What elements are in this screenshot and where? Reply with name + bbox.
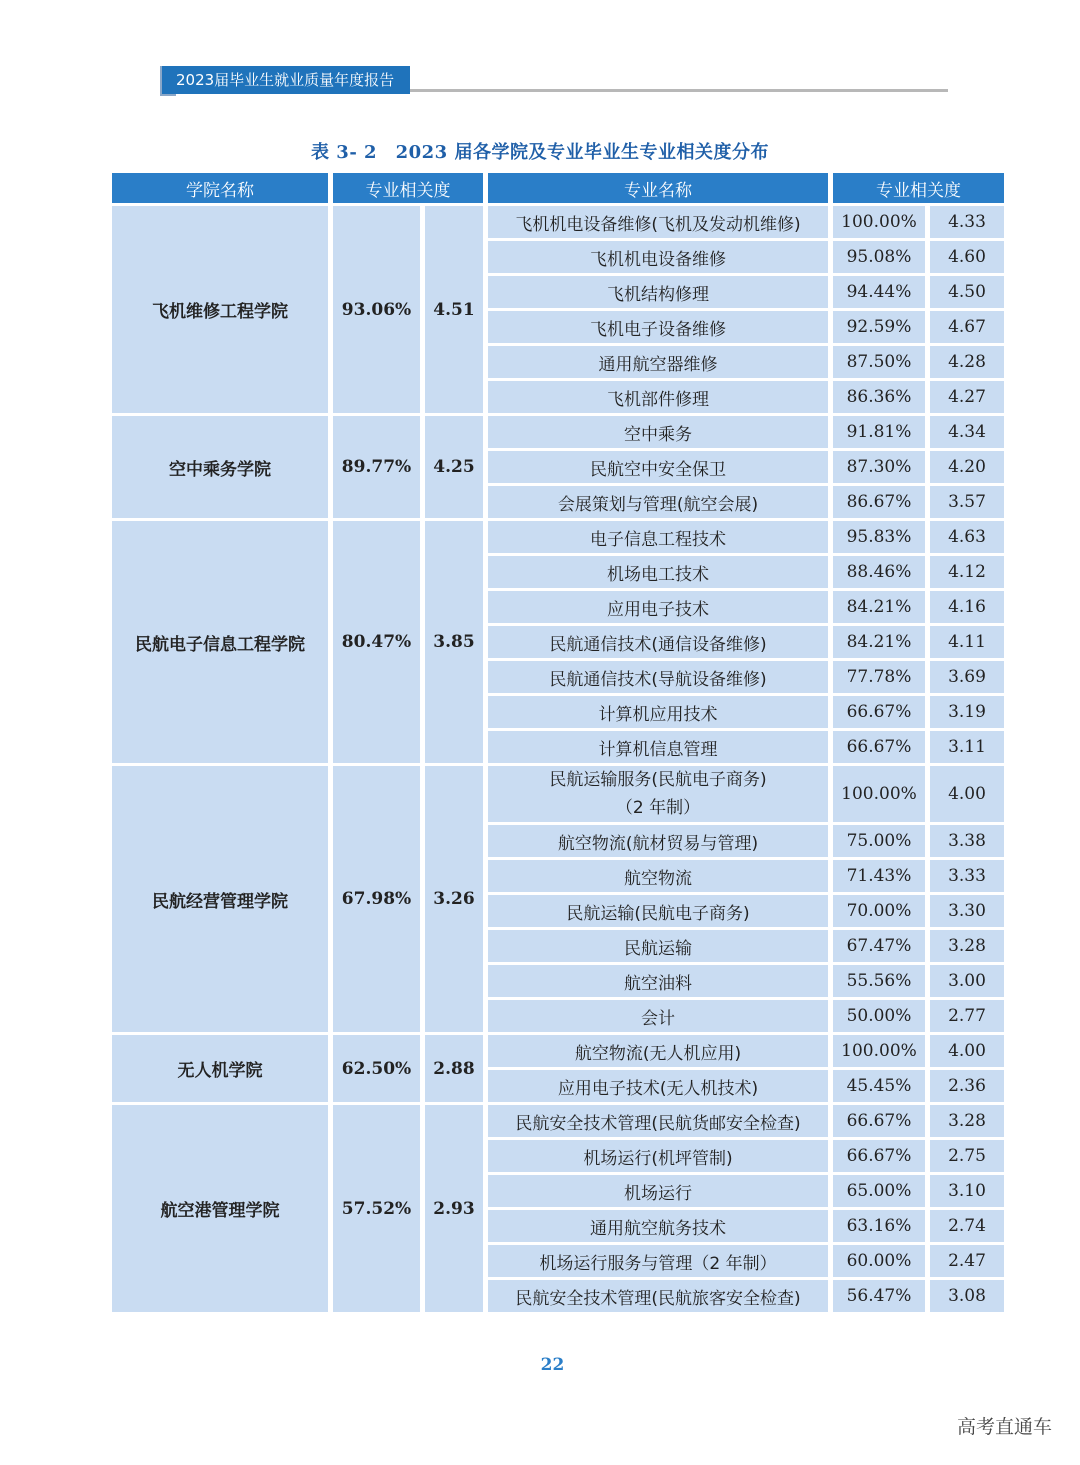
major-name-cell: 会展策划与管理(航空会展) xyxy=(488,486,828,518)
major-relevance-score-cell: 4.33 xyxy=(930,206,1004,238)
college-name-cell: 民航电子信息工程学院 xyxy=(112,521,328,763)
table-row xyxy=(112,1105,1004,1137)
major-relevance-rate-cell: 65.00% xyxy=(833,1175,925,1207)
major-relevance-rate-cell: 84.21% xyxy=(833,591,925,623)
major-relevance-rate-cell: 66.67% xyxy=(833,1105,925,1137)
major-relevance-score-cell: 2.36 xyxy=(930,1070,1004,1102)
major-relevance-rate-cell: 50.00% xyxy=(833,1000,925,1032)
major-relevance-rate-cell: 66.67% xyxy=(833,696,925,728)
major-relevance-rate-cell: 91.81% xyxy=(833,416,925,448)
major-relevance-rate-cell: 95.08% xyxy=(833,241,925,273)
relevance-table xyxy=(107,170,1009,1315)
major-name-cell: 计算机应用技术 xyxy=(488,696,828,728)
major-relevance-score-cell: 4.28 xyxy=(930,346,1004,378)
college-relevance-score-cell: 3.85 xyxy=(425,521,483,763)
major-name-cell: 航空物流(无人机应用) xyxy=(488,1035,828,1067)
major-relevance-rate-cell: 55.56% xyxy=(833,965,925,997)
header-college-relevance: 专业相关度 xyxy=(333,173,483,203)
major-relevance-score-cell: 3.00 xyxy=(930,965,1004,997)
major-relevance-rate-cell: 87.30% xyxy=(833,451,925,483)
major-relevance-score-cell: 3.30 xyxy=(930,895,1004,927)
major-relevance-rate-cell: 70.00% xyxy=(833,895,925,927)
major-relevance-score-cell: 3.38 xyxy=(930,825,1004,857)
major-name-cell: 航空物流 xyxy=(488,860,828,892)
header-college-name: 学院名称 xyxy=(112,173,328,203)
major-relevance-rate-cell: 86.36% xyxy=(833,381,925,413)
college-name-cell: 民航经营管理学院 xyxy=(112,766,328,1032)
header-corner-decoration xyxy=(160,66,176,96)
major-relevance-rate-cell: 84.21% xyxy=(833,626,925,658)
major-relevance-score-cell: 4.63 xyxy=(930,521,1004,553)
major-name-cell: 应用电子技术(无人机技术) xyxy=(488,1070,828,1102)
major-name-cell: 通用航空航务技术 xyxy=(488,1210,828,1242)
major-relevance-score-cell: 3.10 xyxy=(930,1175,1004,1207)
major-relevance-rate-cell: 100.00% xyxy=(833,766,925,822)
major-name-cell: 民航空中安全保卫 xyxy=(488,451,828,483)
major-relevance-score-cell: 3.11 xyxy=(930,731,1004,763)
major-relevance-rate-cell: 92.59% xyxy=(833,311,925,343)
major-relevance-score-cell: 3.57 xyxy=(930,486,1004,518)
college-relevance-score-cell: 3.26 xyxy=(425,766,483,1032)
college-name-cell: 无人机学院 xyxy=(112,1035,328,1102)
major-relevance-score-cell: 4.16 xyxy=(930,591,1004,623)
major-name-cell: 电子信息工程技术 xyxy=(488,521,828,553)
major-relevance-rate-cell: 95.83% xyxy=(833,521,925,553)
major-relevance-rate-cell: 66.67% xyxy=(833,1140,925,1172)
college-relevance-rate-cell: 89.77% xyxy=(333,416,420,518)
major-name-cell: 航空物流(航材贸易与管理) xyxy=(488,825,828,857)
major-relevance-score-cell: 2.75 xyxy=(930,1140,1004,1172)
major-name-cell: 机场运行 xyxy=(488,1175,828,1207)
major-relevance-score-cell: 4.12 xyxy=(930,556,1004,588)
major-name-cell xyxy=(488,766,828,822)
major-relevance-score-cell: 3.08 xyxy=(930,1280,1004,1312)
major-name-cell: 通用航空器维修 xyxy=(488,346,828,378)
college-relevance-score-cell: 4.51 xyxy=(425,206,483,413)
major-relevance-rate-cell: 100.00% xyxy=(833,206,925,238)
college-name-cell: 航空港管理学院 xyxy=(112,1105,328,1312)
major-relevance-score-cell: 4.00 xyxy=(930,766,1004,822)
major-relevance-score-cell: 2.77 xyxy=(930,1000,1004,1032)
major-relevance-rate-cell: 94.44% xyxy=(833,276,925,308)
major-relevance-score-cell: 3.69 xyxy=(930,661,1004,693)
major-name-cell: 机场运行(机坪管制) xyxy=(488,1140,828,1172)
major-relevance-score-cell: 3.28 xyxy=(930,930,1004,962)
major-relevance-rate-cell: 86.67% xyxy=(833,486,925,518)
major-name-cell: 民航通信技术(通信设备维修) xyxy=(488,626,828,658)
table-row xyxy=(112,206,1004,238)
college-relevance-rate-cell: 57.52% xyxy=(333,1105,420,1312)
watermark-text: 高考直通车 xyxy=(956,1416,1052,1438)
header-major-name: 专业名称 xyxy=(488,173,828,203)
major-relevance-rate-cell: 87.50% xyxy=(833,346,925,378)
major-name-cell: 航空油料 xyxy=(488,965,828,997)
major-relevance-score-cell: 4.67 xyxy=(930,311,1004,343)
major-name-line-1: 民航运输服务(民航电子商务) xyxy=(549,770,767,790)
major-relevance-score-cell: 2.74 xyxy=(930,1210,1004,1242)
major-name-cell: 民航运输(民航电子商务) xyxy=(488,895,828,927)
major-relevance-score-cell: 3.19 xyxy=(930,696,1004,728)
major-relevance-score-cell: 4.11 xyxy=(930,626,1004,658)
college-relevance-rate-cell: 67.98% xyxy=(333,766,420,1032)
major-name-cell: 飞机机电设备维修 xyxy=(488,241,828,273)
major-relevance-rate-cell: 56.47% xyxy=(833,1280,925,1312)
major-name-cell: 飞机结构修理 xyxy=(488,276,828,308)
major-relevance-rate-cell: 67.47% xyxy=(833,930,925,962)
college-relevance-rate-cell: 62.50% xyxy=(333,1035,420,1102)
major-relevance-score-cell: 4.27 xyxy=(930,381,1004,413)
major-name-cell: 机场电工技术 xyxy=(488,556,828,588)
college-name-cell: 飞机维修工程学院 xyxy=(112,206,328,413)
major-name-cell: 会计 xyxy=(488,1000,828,1032)
report-header-title: 2023届毕业生就业质量年度报告 xyxy=(160,66,410,94)
college-relevance-score-cell: 4.25 xyxy=(425,416,483,518)
major-name-cell: 飞机部件修理 xyxy=(488,381,828,413)
major-name-cell: 民航安全技术管理(民航货邮安全检查) xyxy=(488,1105,828,1137)
major-relevance-score-cell: 4.34 xyxy=(930,416,1004,448)
college-relevance-score-cell: 2.93 xyxy=(425,1105,483,1312)
college-relevance-score-cell: 2.88 xyxy=(425,1035,483,1102)
major-relevance-score-cell: 4.00 xyxy=(930,1035,1004,1067)
major-relevance-rate-cell: 66.67% xyxy=(833,731,925,763)
table-row xyxy=(112,766,1004,822)
major-relevance-score-cell: 4.60 xyxy=(930,241,1004,273)
college-name-cell: 空中乘务学院 xyxy=(112,416,328,518)
header-divider-line xyxy=(410,89,948,92)
major-relevance-rate-cell: 77.78% xyxy=(833,661,925,693)
major-relevance-rate-cell: 63.16% xyxy=(833,1210,925,1242)
major-relevance-rate-cell: 45.45% xyxy=(833,1070,925,1102)
major-relevance-rate-cell: 60.00% xyxy=(833,1245,925,1277)
table-row xyxy=(112,521,1004,553)
major-relevance-rate-cell: 100.00% xyxy=(833,1035,925,1067)
major-relevance-score-cell: 4.50 xyxy=(930,276,1004,308)
table-row xyxy=(112,416,1004,448)
major-name-cell: 民航通信技术(导航设备维修) xyxy=(488,661,828,693)
college-relevance-rate-cell: 80.47% xyxy=(333,521,420,763)
major-relevance-score-cell: 3.28 xyxy=(930,1105,1004,1137)
major-name-cell: 民航运输 xyxy=(488,930,828,962)
major-name-cell: 空中乘务 xyxy=(488,416,828,448)
major-name-cell: 飞机机电设备维修(飞机及发动机维修) xyxy=(488,206,828,238)
major-relevance-score-cell: 2.47 xyxy=(930,1245,1004,1277)
header-major-relevance: 专业相关度 xyxy=(833,173,1004,203)
major-name-cell: 机场运行服务与管理（2 年制） xyxy=(488,1245,828,1277)
table-title: 表 3- 2 2023 届各学院及专业毕业生专业相关度分布 xyxy=(311,142,769,163)
table-row xyxy=(112,1035,1004,1067)
major-name-line-2: （2 年制） xyxy=(615,798,701,818)
major-relevance-rate-cell: 71.43% xyxy=(833,860,925,892)
major-relevance-rate-cell: 75.00% xyxy=(833,825,925,857)
table-header-row xyxy=(112,173,1004,203)
major-relevance-rate-cell: 88.46% xyxy=(833,556,925,588)
major-name-cell: 计算机信息管理 xyxy=(488,731,828,763)
major-relevance-score-cell: 3.33 xyxy=(930,860,1004,892)
major-name-cell: 飞机电子设备维修 xyxy=(488,311,828,343)
major-name-cell: 应用电子技术 xyxy=(488,591,828,623)
major-relevance-score-cell: 4.20 xyxy=(930,451,1004,483)
table-body xyxy=(112,206,1004,1312)
college-relevance-rate-cell: 93.06% xyxy=(333,206,420,413)
page-number: 22 xyxy=(540,1355,565,1375)
major-name-cell: 民航安全技术管理(民航旅客安全检查) xyxy=(488,1280,828,1312)
